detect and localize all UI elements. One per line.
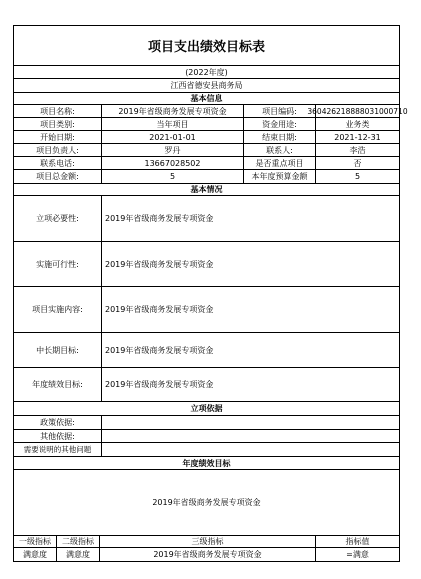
info-label: 本年度预算金额	[244, 170, 316, 183]
info-row	[14, 105, 408, 118]
info-label: 联系人:	[244, 144, 316, 156]
indicator-row	[14, 548, 399, 561]
performance-goal-table	[13, 25, 408, 562]
section-basis	[14, 402, 399, 416]
info-value: 2021-01-01	[102, 131, 244, 143]
basis-row	[14, 416, 399, 430]
info-label: 是否重点项目	[244, 157, 316, 169]
info-label: 开始日期:	[14, 131, 102, 143]
indicator-header: 一级指标	[14, 536, 57, 547]
info-value: 2019年省级商务发展专项资金	[102, 105, 244, 117]
page-title: 项目支出绩效目标表	[147, 40, 265, 55]
annual-goal-row	[14, 470, 399, 536]
info-label: 项目类别:	[14, 118, 102, 130]
info-value: 5	[354, 172, 361, 181]
info-row	[14, 157, 399, 170]
situation-value: 2019年省级商务发展专项资金	[105, 214, 214, 223]
situation-label: 立项必要性:	[14, 196, 102, 241]
fiscal-year: (2022年度)	[185, 67, 228, 77]
section-title: 基本信息	[190, 94, 223, 103]
situation-row	[14, 242, 399, 287]
indicator-cell: 2019年省级商务发展专项资金	[100, 548, 316, 561]
info-value: 当年项目	[102, 118, 244, 130]
basis-row	[14, 430, 399, 443]
situation-value: 2019年省级商务发展专项资金	[105, 345, 214, 355]
section-basic-situation	[14, 184, 399, 196]
info-row	[14, 118, 399, 131]
situation-label: 中长期目标:	[14, 333, 102, 367]
info-value: 2021-12-31	[334, 132, 381, 142]
info-value: 罗丹	[102, 144, 244, 156]
indicator-cell: 满意度	[14, 548, 57, 561]
info-label: 联系电话:	[14, 157, 102, 169]
title-row	[14, 26, 399, 66]
indicator-header-row	[14, 536, 399, 548]
year-row	[14, 66, 399, 79]
basis-value	[102, 430, 399, 442]
indicator-cell: =满意	[346, 550, 369, 559]
info-label: 项目负责人:	[14, 144, 102, 156]
situation-label: 年度绩效目标:	[14, 368, 102, 401]
indicator-header: 二级指标	[57, 536, 100, 547]
section-basic-info	[14, 93, 399, 105]
info-row	[14, 131, 399, 144]
info-value: 13667028502	[102, 157, 244, 169]
basis-row	[14, 443, 399, 457]
situation-label: 实施可行性:	[14, 242, 102, 286]
situation-row	[14, 287, 399, 333]
section-title: 立项依据	[190, 404, 223, 413]
info-value: 5	[102, 170, 244, 183]
info-row	[14, 144, 399, 157]
info-label: 项目总金额:	[14, 170, 102, 183]
section-title: 基本情况	[190, 185, 223, 194]
info-label: 项目编码:	[244, 105, 316, 117]
indicator-header: 指标值	[345, 537, 370, 546]
indicator-cell: 满意度	[57, 548, 100, 561]
situation-value: 2019年省级商务发展专项资金	[105, 305, 214, 314]
situation-label: 项目实施内容:	[14, 287, 102, 332]
situation-row	[14, 196, 399, 242]
basis-label: 政策依据:	[14, 416, 102, 429]
info-label: 项目名称:	[14, 105, 102, 117]
basis-label: 需要说明的其他问题	[14, 443, 102, 456]
annual-goal-text: 2019年省级商务发展专项资金	[152, 498, 261, 507]
situation-row	[14, 368, 399, 402]
info-label: 资金用途:	[244, 118, 316, 130]
org-row	[14, 79, 399, 93]
indicator-header: 三级指标	[100, 536, 316, 547]
situation-row	[14, 333, 399, 368]
info-value: 李浩	[349, 145, 366, 155]
basis-value	[102, 416, 399, 429]
section-title: 年度绩效目标	[182, 458, 231, 468]
situation-value: 2019年省级商务发展专项资金	[105, 259, 214, 269]
basis-value	[102, 443, 399, 456]
situation-value: 2019年省级商务发展专项资金	[105, 380, 214, 389]
info-row	[14, 170, 399, 184]
organization-name: 江西省德安县商务局	[170, 81, 243, 90]
info-label: 结束日期:	[244, 131, 316, 143]
info-value: 否	[353, 158, 362, 168]
info-value: 业务类	[345, 119, 370, 129]
section-annual-goal	[14, 457, 399, 470]
info-value: 360426218888031000710	[307, 106, 408, 116]
basis-label: 其他依据:	[14, 430, 102, 442]
